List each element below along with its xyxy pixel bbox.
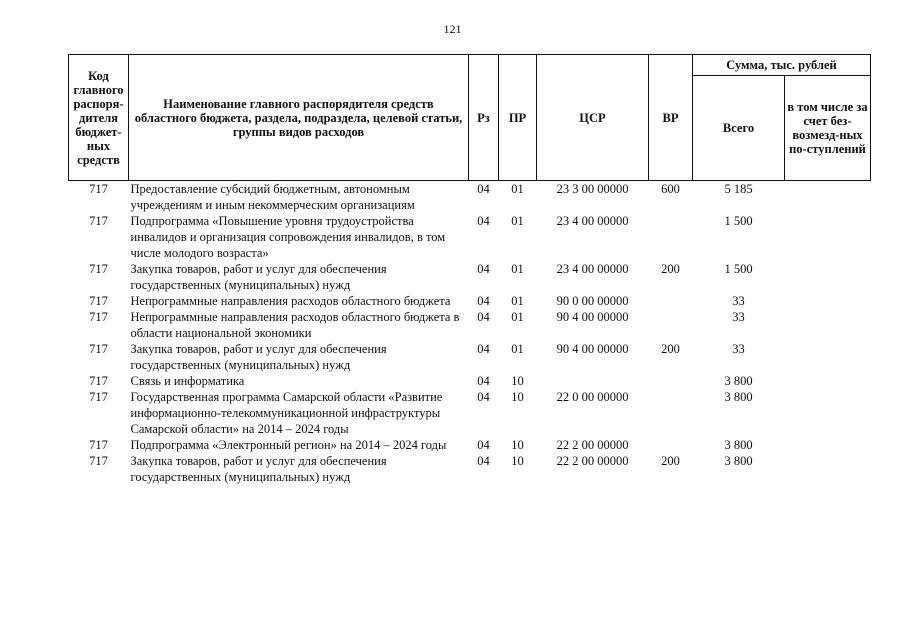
cell-code: 717 — [89, 390, 108, 404]
cell-incl — [785, 181, 871, 214]
cell-name: Непрограммные направления расходов областного бюджета в области национальной экономики — [130, 310, 460, 340]
cell-rz: 04 — [477, 374, 490, 388]
cell-vr — [649, 389, 693, 437]
table-row — [69, 341, 871, 373]
cell-incl — [785, 453, 871, 485]
cell-code: 717 — [89, 342, 108, 356]
table-row — [69, 309, 871, 341]
table-row — [69, 261, 871, 293]
cell-code: 717 — [89, 310, 108, 324]
cell-name: Предоставление субсидий бюджетным, автономным учреждениям и иным некоммерческим организациям — [130, 182, 415, 212]
cell-vr: 200 — [661, 262, 680, 276]
cell-total: 1 500 — [724, 262, 753, 276]
cell-rz: 04 — [477, 262, 490, 276]
cell-vr — [649, 373, 693, 389]
cell-pr: 10 — [511, 374, 524, 388]
cell-pr: 01 — [511, 294, 524, 308]
page-number: 121 — [443, 22, 462, 36]
cell-rz: 04 — [477, 438, 490, 452]
cell-rz: 04 — [477, 310, 490, 324]
table-row — [69, 293, 871, 309]
cell-pr: 01 — [511, 342, 524, 356]
cell-csr: 90 4 00 00000 — [556, 342, 629, 356]
cell-vr: 600 — [661, 182, 680, 196]
table-row — [69, 181, 871, 214]
cell-code: 717 — [89, 294, 108, 308]
header-rz: Рз — [469, 55, 499, 181]
table-row — [69, 373, 871, 389]
header-csr: ЦСР — [537, 55, 649, 181]
cell-csr: 22 2 00 00000 — [556, 454, 629, 468]
cell-name: Связь и информатика — [130, 374, 245, 388]
cell-pr: 10 — [511, 454, 524, 468]
cell-vr: 200 — [661, 342, 680, 356]
cell-code: 717 — [89, 262, 108, 276]
cell-incl — [785, 341, 871, 373]
cell-csr — [537, 373, 649, 389]
cell-name: Закупка товаров, работ и услуг для обеспечения государственных (муниципальных) нужд — [130, 262, 387, 292]
cell-code: 717 — [89, 438, 108, 452]
cell-code: 717 — [89, 214, 108, 228]
table-row — [69, 213, 871, 261]
cell-name: Закупка товаров, работ и услуг для обеспечения государственных (муниципальных) нужд — [130, 454, 387, 484]
header-incl: в том числе за счет без-возмезд-ных по-ступлений — [785, 76, 871, 181]
cell-rz: 04 — [477, 182, 490, 196]
cell-vr: 200 — [661, 454, 680, 468]
cell-code: 717 — [89, 182, 108, 196]
cell-total: 3 800 — [724, 374, 753, 388]
cell-csr: 22 2 00 00000 — [556, 438, 629, 452]
header-vr: ВР — [649, 55, 693, 181]
cell-vr — [649, 293, 693, 309]
header-name: Наименование главного распорядителя средств областного бюджета, раздела, подраздела, целевой статьи, группы видов расходов — [129, 55, 469, 181]
cell-total: 5 185 — [724, 182, 753, 196]
cell-total: 1 500 — [724, 214, 753, 228]
cell-code: 717 — [89, 374, 108, 388]
cell-rz: 04 — [477, 454, 490, 468]
cell-csr: 23 4 00 00000 — [556, 214, 629, 228]
cell-rz: 04 — [477, 294, 490, 308]
cell-pr: 01 — [511, 182, 524, 196]
cell-pr: 10 — [511, 390, 524, 404]
cell-csr: 90 4 00 00000 — [556, 310, 629, 324]
cell-incl — [785, 261, 871, 293]
cell-incl — [785, 213, 871, 261]
cell-csr: 23 3 00 00000 — [556, 182, 629, 196]
cell-incl — [785, 373, 871, 389]
cell-rz: 04 — [477, 214, 490, 228]
cell-incl — [785, 437, 871, 453]
cell-total: 33 — [732, 342, 745, 356]
cell-incl — [785, 309, 871, 341]
cell-pr: 01 — [511, 214, 524, 228]
table-row — [69, 389, 871, 437]
cell-name: Закупка товаров, работ и услуг для обеспечения государственных (муниципальных) нужд — [130, 342, 387, 372]
cell-name: Подпрограмма «Электронный регион» на 2014 – 2024 годы — [130, 438, 447, 452]
cell-total: 3 800 — [724, 390, 753, 404]
cell-total: 3 800 — [724, 438, 753, 452]
cell-rz: 04 — [477, 342, 490, 356]
cell-total: 33 — [732, 294, 745, 308]
cell-code: 717 — [89, 454, 108, 468]
table-body — [69, 181, 871, 486]
cell-name: Непрограммные направления расходов областного бюджета — [130, 294, 451, 308]
table-row — [69, 453, 871, 485]
budget-table — [68, 54, 871, 485]
cell-incl — [785, 389, 871, 437]
cell-pr: 10 — [511, 438, 524, 452]
cell-total: 3 800 — [724, 454, 753, 468]
header-total: Всего — [693, 76, 785, 181]
table-row — [69, 437, 871, 453]
header-code: Код главного распоря-дителя бюджет-ных средств — [69, 55, 129, 181]
cell-total: 33 — [732, 310, 745, 324]
cell-name: Подпрограмма «Повышение уровня трудоустройства инвалидов и организация сопровождения инвалидов, в том числе молодого возраста» — [130, 214, 446, 260]
cell-csr: 22 0 00 00000 — [556, 390, 629, 404]
cell-name: Государственная программа Самарской области «Развитие информационно-телекоммуникационной инфраструктуры Самарской области» на 2014 – 2024 годы — [130, 390, 443, 436]
cell-vr — [649, 437, 693, 453]
cell-pr: 01 — [511, 262, 524, 276]
cell-csr: 90 0 00 00000 — [556, 294, 629, 308]
cell-vr — [649, 213, 693, 261]
cell-incl — [785, 293, 871, 309]
cell-pr: 01 — [511, 310, 524, 324]
cell-vr — [649, 309, 693, 341]
cell-csr: 23 4 00 00000 — [556, 262, 629, 276]
header-pr: ПР — [499, 55, 537, 181]
header-sum: Сумма, тыс. рублей — [693, 55, 871, 76]
cell-rz: 04 — [477, 390, 490, 404]
